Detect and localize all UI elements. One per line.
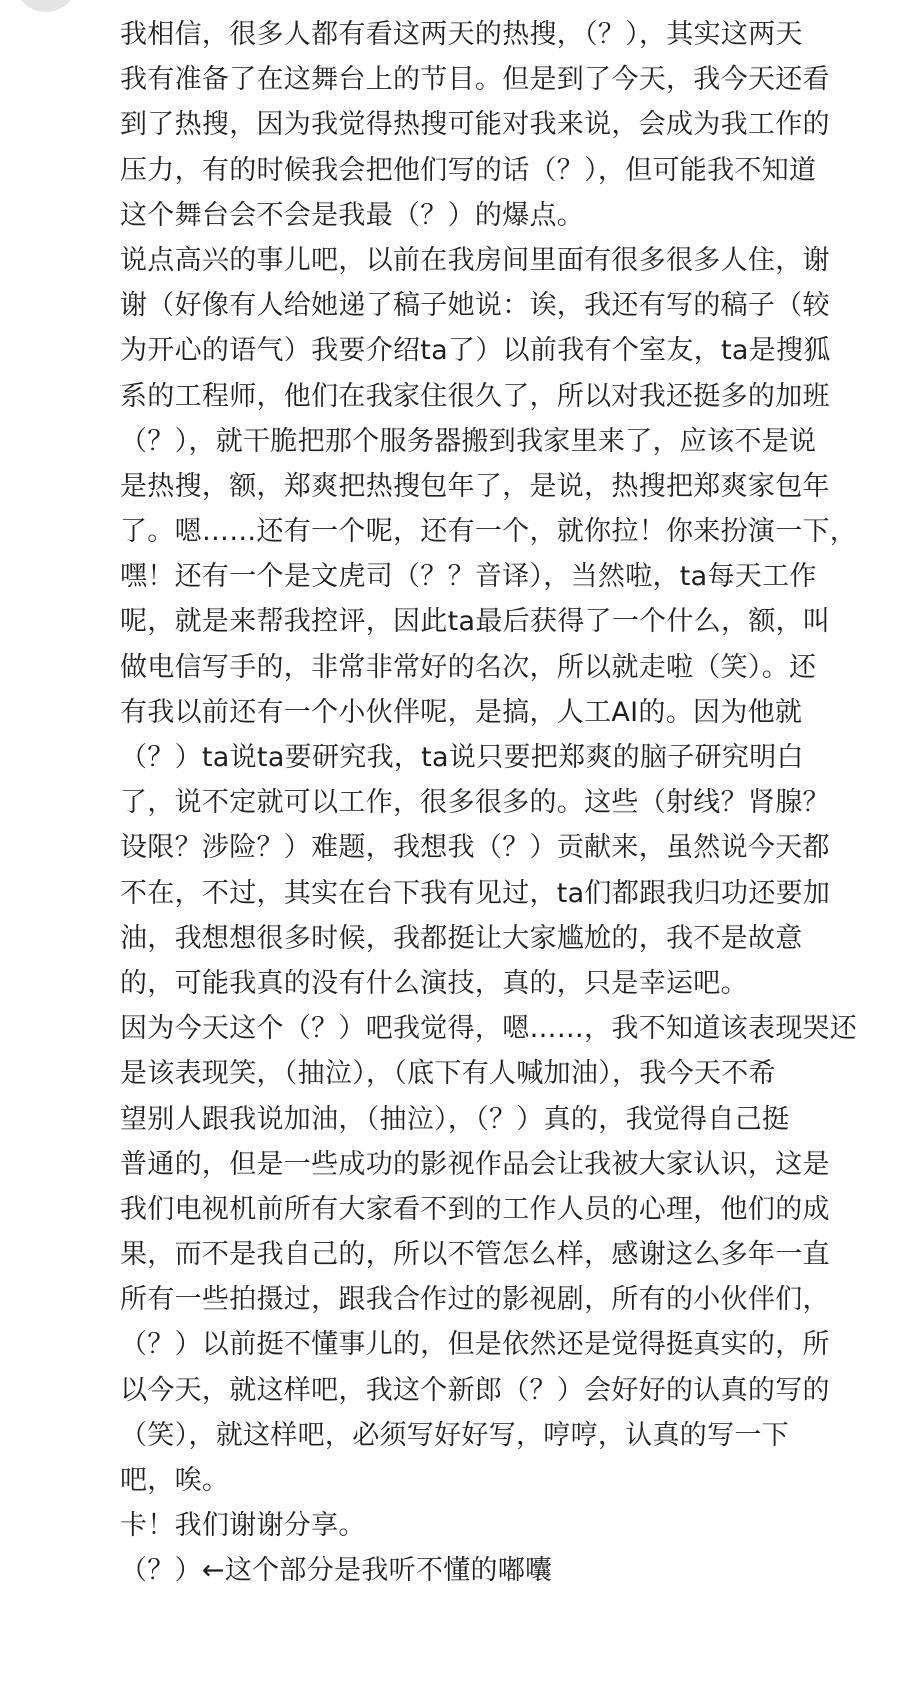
text-line: 所有一些拍摄过，跟我合作过的影视剧，所有的小伙伴们， xyxy=(120,1284,830,1316)
text-line: 了。嗯……还有一个呢，还有一个，就你拉！你来扮演一下， xyxy=(120,516,858,548)
avatar xyxy=(14,0,78,12)
text-line: （？）以前挺不懂事儿的，但是依然还是觉得挺真实的，所 xyxy=(120,1329,830,1361)
post-body xyxy=(120,12,890,1594)
text-line: （？）←这个部分是我听不懂的嘟囔 xyxy=(120,1555,553,1587)
text-line: 不在，不过，其实在台下我有见过，ta们都跟我归功还要加 xyxy=(120,877,831,909)
text-line: 这个舞台会不会是我最（？）的爆点。 xyxy=(120,199,585,231)
text-line: 卡！我们谢谢分享。 xyxy=(120,1510,366,1542)
text-line: 果，而不是我自己的，所以不管怎么样，感谢这么多年一直 xyxy=(120,1239,830,1271)
text-line: 为开心的语气）我要介绍ta了）以前我有个室友，ta是搜狐 xyxy=(120,335,831,367)
text-line: 有我以前还有一个小伙伴呢，是搞，人工AI的。因为他就 xyxy=(120,696,803,728)
text-line: 的，可能我真的没有什么演技，真的，只是幸运吧。 xyxy=(120,967,748,999)
text-line: 油，我想想很多时候，我都挺让大家尴尬的，我不是故意 xyxy=(120,922,803,954)
text-line: 以今天，就这样吧，我这个新郎（？）会好好的认真的写的 xyxy=(120,1374,830,1406)
text-line: 我们电视机前所有大家看不到的工作人员的心理，他们的成 xyxy=(120,1193,830,1225)
text-line: 了，说不定就可以工作，很多很多的。这些（射线？肾腺？ xyxy=(120,787,830,819)
text-line: （？）ta说ta要研究我，ta说只要把郑爽的脑子研究明白 xyxy=(120,742,804,773)
text-line: 是热搜，额，郑爽把热搜包年了，是说，热搜把郑爽家包年 xyxy=(120,470,830,502)
text-line: 吧，唉。 xyxy=(120,1465,230,1496)
text-line: 说点高兴的事儿吧，以前在我房间里面有很多很多人住，谢 xyxy=(120,244,830,276)
text-line: 嘿！还有一个是文虎司（？？音译），当然啦，ta每天工作 xyxy=(120,561,817,593)
text-line: 做电信写手的，非常非常好的名次，所以就走啦（笑）。还 xyxy=(120,651,817,683)
text-line: 谢（好像有人给她递了稿子她说：诶，我还有写的稿子（较 xyxy=(120,290,830,322)
text-line: 到了热搜，因为我觉得热搜可能对我来说，会成为我工作的 xyxy=(120,109,830,141)
text-line: （？），就干脆把那个服务器搬到我家里来了，应该不是说 xyxy=(120,425,817,457)
text-line: 呢，就是来帮我控评，因此ta最后获得了一个什么，额，叫 xyxy=(120,606,831,638)
text-line: 望别人跟我说加油，（抽泣），（？）真的，我觉得自己挺 xyxy=(120,1103,790,1135)
text-line: 我有准备了在这舞台上的节目。但是到了今天，我今天还看 xyxy=(120,64,830,96)
text-line: 因为今天这个（？）吧我觉得，嗯……，我不知道该表现哭还 xyxy=(120,1013,858,1045)
text-line: （笑），就这样吧，必须写好好写，哼哼，认真的写一下 xyxy=(120,1419,789,1451)
text-line: 压力，有的时候我会把他们写的话（？），但可能我不知道 xyxy=(120,154,817,186)
text-line: 系的工程师，他们在我家住很久了，所以对我还挺多的加班 xyxy=(120,380,830,412)
text-line: 我相信，很多人都有看这两天的热搜，（？），其实这两天 xyxy=(120,19,803,50)
text-line: 普通的，但是一些成功的影视作品会让我被大家认识，这是 xyxy=(120,1148,830,1180)
text-line: 设限？涉险？）难题，我想我（？）贡献来，虽然说今天都 xyxy=(120,832,830,864)
text-line: 是该表现笑，（抽泣），（底下有人喊加油），我今天不希 xyxy=(120,1058,776,1090)
